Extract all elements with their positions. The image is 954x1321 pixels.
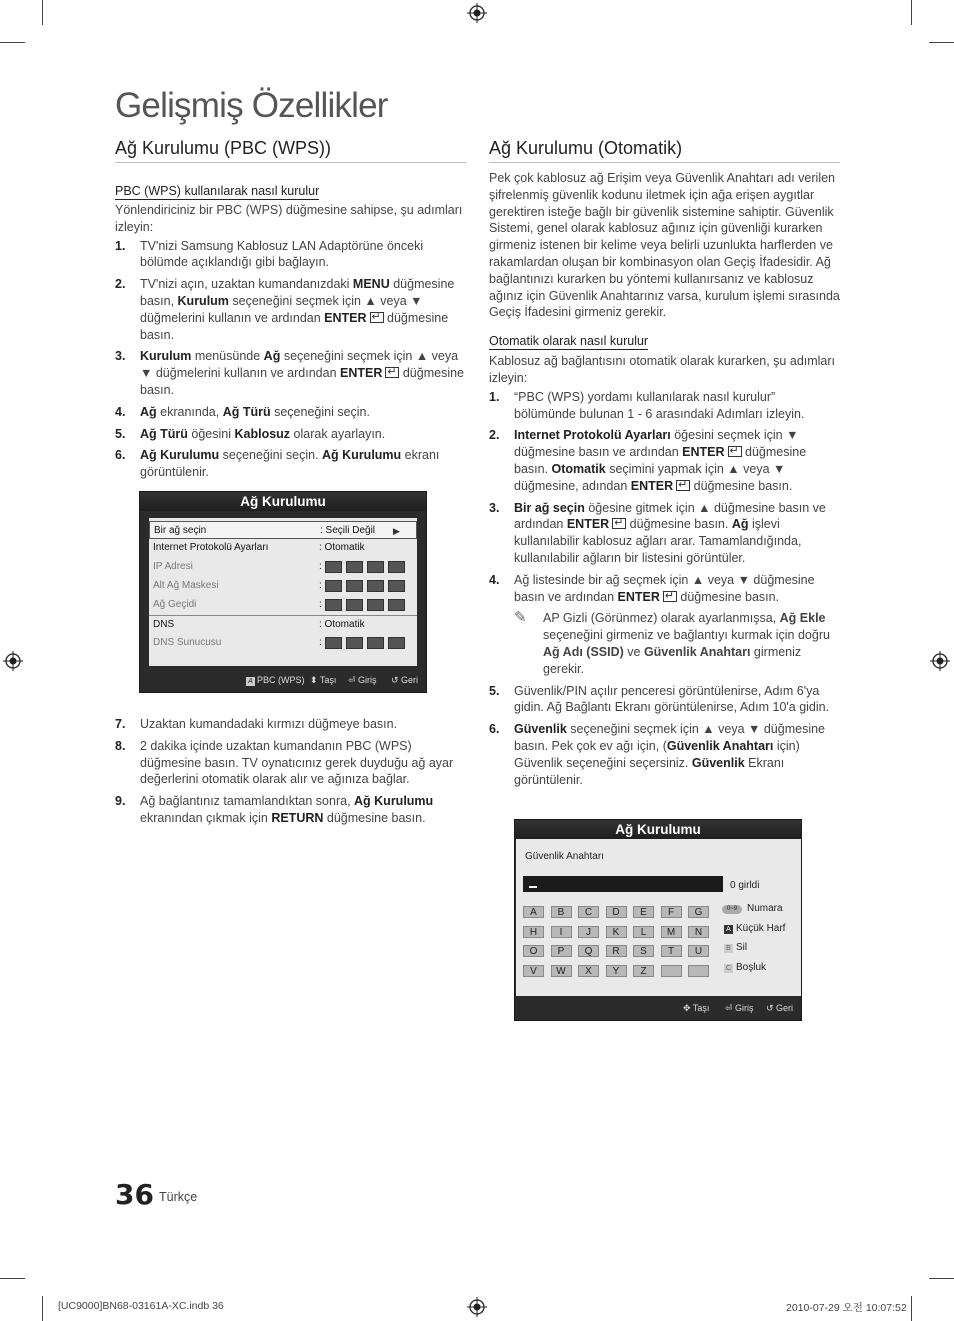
step-number: 5. bbox=[489, 683, 500, 698]
osd-title: Ağ Kurulumu bbox=[515, 820, 801, 839]
option-label: Boşluk bbox=[736, 961, 767, 973]
osd-hint-label: Taşı bbox=[692, 1003, 710, 1013]
list-item bbox=[115, 348, 466, 398]
step-number: 9. bbox=[115, 794, 126, 809]
keyboard-key[interactable]: Y bbox=[606, 965, 627, 977]
keyboard-option[interactable] bbox=[722, 962, 766, 973]
step-number: 6. bbox=[489, 722, 500, 737]
registration-mark-icon bbox=[467, 3, 487, 23]
osd-hint-label: Geri bbox=[401, 675, 419, 685]
option-label: Küçük Harf bbox=[736, 922, 786, 934]
text-cursor bbox=[529, 886, 537, 888]
intro-pbc: Yönlendiriciniz bir PBC (WPS) düğmesine sahipse, şu adımları izleyin: bbox=[115, 203, 463, 234]
osd-hint-back bbox=[391, 668, 418, 692]
keyboard-key[interactable]: M bbox=[661, 926, 682, 938]
option-label: Sil bbox=[736, 942, 748, 953]
step-text: Ağ bağlantınız tamamlandıktan sonra, Ağ Kurulumu ekranından çıkmak için RETURN düğmesine basın. bbox=[140, 794, 434, 825]
osd-hint-label: Taşı bbox=[319, 675, 337, 685]
keyboard-key[interactable]: K bbox=[606, 926, 627, 938]
enter-icon: ⏎ bbox=[725, 1003, 736, 1013]
keyboard-key[interactable]: R bbox=[606, 945, 627, 957]
keyboard-key[interactable]: Z bbox=[633, 965, 654, 977]
keyboard-key[interactable]: I bbox=[551, 926, 572, 938]
steps-list-pbc-b bbox=[115, 716, 466, 827]
keyboard-key[interactable] bbox=[688, 965, 709, 977]
keyboard-key[interactable]: B bbox=[551, 906, 572, 918]
osd-row-subnet-mask bbox=[149, 577, 417, 595]
crop-mark bbox=[42, 1296, 43, 1321]
step-text: Internet Protokolü Ayarları öğesini seçmek için ▼ düğmesine basın ve ardından ENTER↵ düğmesine basın. Otomatik seçimini yapmak için ▲ veya ▼ düğmesine, adından ENTER↵ düğmesine basın. bbox=[514, 427, 840, 494]
subsection-title-pbc: PBC (WPS) kullanılarak nasıl kurulur bbox=[115, 184, 320, 198]
list-item bbox=[115, 404, 466, 421]
print-footer-date: 2010-07-29 오전 10:07:52 bbox=[786, 1302, 907, 1314]
keyboard-key[interactable]: L bbox=[633, 926, 654, 938]
keyboard-key[interactable]: G bbox=[688, 906, 709, 918]
osd-row-dns[interactable] bbox=[149, 615, 417, 633]
page-title: Gelişmiş Özellikler bbox=[115, 86, 388, 125]
keyboard-key[interactable]: W bbox=[551, 965, 572, 977]
step-number: 8. bbox=[115, 738, 126, 753]
list-item bbox=[489, 500, 840, 567]
keyboard-key[interactable]: Q bbox=[578, 945, 599, 957]
right-column bbox=[489, 138, 840, 793]
steps-list-pbc-a bbox=[115, 238, 466, 481]
osd-row-value: : bbox=[319, 599, 322, 610]
osd-hint-pbc[interactable] bbox=[246, 668, 305, 692]
option-label: Numara bbox=[747, 903, 783, 914]
step-number: 7. bbox=[115, 716, 126, 731]
red-a-key-icon: A bbox=[246, 677, 255, 686]
osd-title: Ağ Kurulumu bbox=[140, 492, 426, 511]
keyboard-key[interactable]: T bbox=[661, 945, 682, 957]
list-item bbox=[115, 738, 466, 788]
keyboard-key[interactable]: E bbox=[633, 906, 654, 918]
enter-icon: ⏎ bbox=[348, 675, 359, 685]
osd-footer bbox=[140, 668, 426, 692]
four-way-arrow-icon: ✥ bbox=[683, 1003, 693, 1013]
osd-hint-move bbox=[310, 668, 336, 692]
osd-hint-label: PBC (WPS) bbox=[257, 675, 305, 685]
keyboard-option[interactable] bbox=[722, 942, 747, 953]
step-text: Ağ Türü öğesini Kablosuz olarak ayarlayın. bbox=[140, 426, 386, 441]
step-text: 2 dakika içinde uzaktan kumandanın PBC (WPS) düğmesine basın. TV oynatıcınız gerek duyduğu ağ ayar değerlerini otomatik olarak alır ve ağınıza bağlar. bbox=[140, 738, 454, 787]
step-number: 3. bbox=[489, 500, 500, 515]
osd-menu-body bbox=[149, 518, 417, 666]
osd-row-ip-address bbox=[149, 558, 417, 576]
arrow-right-icon: ▶ bbox=[393, 526, 400, 536]
crop-mark bbox=[911, 0, 912, 25]
step-number: 4. bbox=[489, 572, 500, 587]
registration-mark-icon bbox=[930, 651, 950, 671]
step-number: 4. bbox=[115, 404, 126, 419]
keyboard-option[interactable] bbox=[722, 903, 783, 914]
osd-footer bbox=[515, 996, 801, 1020]
osd-row-label: DNS Sunucusu bbox=[153, 637, 222, 648]
osd-row-label: IP Adresi bbox=[153, 561, 193, 572]
option-key-icon: A bbox=[724, 925, 733, 934]
list-item bbox=[489, 427, 840, 494]
osd-row-label: DNS bbox=[153, 619, 175, 630]
step-text: TV'nizi açın, uzaktan kumandanızdaki MENU düğmesine basın, Kurulum seçeneğini seçmek için ▲ veya ▼ düğmelerini kullanın ve ardından ENTER↵ düğmesine basın. bbox=[140, 276, 466, 343]
osd-row-value: : bbox=[319, 637, 322, 648]
osd-row-ip-settings[interactable] bbox=[149, 539, 417, 557]
osd-row-value: : bbox=[319, 580, 322, 591]
osd-hint-label: Giriş bbox=[735, 1003, 754, 1013]
osd-row-gateway bbox=[149, 596, 417, 614]
osd-row-value: : Otomatik bbox=[319, 619, 365, 630]
steps-list-auto-a bbox=[489, 389, 840, 606]
step-number: 6. bbox=[115, 448, 126, 463]
osd-row-label: Ağ Geçidi bbox=[153, 599, 197, 610]
list-item bbox=[115, 447, 466, 481]
osd-keyboard-body bbox=[516, 839, 801, 998]
keyboard-option[interactable] bbox=[722, 923, 785, 934]
crop-mark bbox=[911, 1296, 912, 1321]
step-text: Ağ listesinde bir ağ seçmek için ▲ veya ▼ düğmesine basın ve ardından ENTER↵ düğmesine basın. bbox=[514, 572, 840, 606]
step-number: 2. bbox=[115, 277, 126, 292]
crop-mark bbox=[929, 1278, 954, 1279]
option-key-icon: B bbox=[724, 944, 733, 953]
updown-icon: ⬍ bbox=[310, 675, 320, 685]
step-text: Uzaktan kumandadaki kırmızı düğmeye basın. bbox=[140, 716, 398, 731]
osd-network-setup-pbc bbox=[139, 491, 427, 693]
step-text: Kurulum menüsünde Ağ seçeneğini seçmek için ▲ veya ▼ düğmelerini kullanın ve ardından ENTER↵ düğmesine basın. bbox=[140, 348, 466, 398]
step-number: 1. bbox=[489, 389, 500, 404]
step-text: Ağ ekranında, Ağ Türü seçeneğini seçin. bbox=[140, 404, 370, 419]
section-title-pbc: Ağ Kurulumu (PBC (WPS)) bbox=[115, 138, 466, 163]
osd-row-value: : bbox=[319, 561, 322, 572]
list-item bbox=[489, 683, 840, 717]
osd-hint-label: Giriş bbox=[358, 675, 377, 685]
step-text: Güvenlik/PIN açılır penceresi görüntülenirse, Adım 6'ya gidin. Ağ Bağlantı Ekranı görüntülenirse, Adım 10'a gidin. bbox=[514, 683, 830, 715]
keyboard-key[interactable] bbox=[661, 965, 682, 977]
osd-security-key bbox=[514, 819, 802, 1021]
note bbox=[514, 610, 840, 677]
osd-hint-label: Geri bbox=[776, 1003, 794, 1013]
keyboard-key[interactable]: S bbox=[633, 945, 654, 957]
subsection-title-auto: Otomatik olarak nasıl kurulur bbox=[489, 334, 649, 349]
page-language: Türkçe bbox=[159, 1190, 198, 1204]
keyboard-key[interactable]: H bbox=[523, 926, 544, 938]
osd-row-label: Internet Protokolü Ayarları bbox=[153, 542, 269, 553]
step-text: Ağ Kurulumu seçeneğini seçin. Ağ Kurulumu ekranı görüntülenir. bbox=[140, 448, 440, 480]
sub-intro-auto: Kablosuz ağ bağlantısını otomatik olarak kurarken, şu adımları izleyin: bbox=[489, 354, 836, 385]
osd-row-select-network[interactable] bbox=[149, 521, 417, 539]
keyboard-key[interactable]: C bbox=[578, 906, 599, 918]
step-text: “PBC (WPS) yordamı kullanılarak nasıl kurulur” bölümünde bulunan 1 - 6 arasındaki Adımları izleyin. bbox=[514, 389, 805, 421]
step-number: 3. bbox=[115, 349, 126, 364]
list-item bbox=[489, 389, 840, 423]
keyboard-key[interactable]: N bbox=[688, 926, 709, 938]
osd-row-value: : Seçili Değil bbox=[320, 525, 376, 536]
crop-mark bbox=[0, 1278, 25, 1279]
option-key-icon: 0~9 bbox=[722, 905, 742, 914]
return-icon: ↺ bbox=[391, 675, 402, 685]
osd-hint-enter bbox=[348, 668, 377, 692]
list-item bbox=[115, 238, 466, 272]
ip-blocks bbox=[325, 637, 409, 656]
osd-hint-enter bbox=[725, 996, 754, 1020]
page-number: 36 bbox=[115, 1178, 154, 1211]
keyboard-key[interactable]: O bbox=[523, 945, 544, 957]
return-icon: ↺ bbox=[766, 1003, 777, 1013]
keyboard-key[interactable]: A bbox=[523, 906, 544, 918]
steps-list-auto-b bbox=[489, 683, 840, 789]
list-item bbox=[115, 426, 466, 443]
note-text: AP Gizli (Görünmez) olarak ayarlanmışsa, Ağ Ekle seçeneğini girmeniz ve bağlantıyı kurmak için doğru Ağ Adı (SSID) ve Güvenlik Anahtarı girmeniz gerekir. bbox=[543, 611, 830, 676]
list-item bbox=[115, 793, 466, 827]
keyboard-key[interactable]: F bbox=[661, 906, 682, 918]
crop-mark bbox=[929, 42, 954, 43]
char-count: 0 girldi bbox=[730, 880, 760, 891]
step-number: 2. bbox=[489, 428, 500, 443]
step-number: 1. bbox=[115, 238, 126, 253]
list-item bbox=[115, 716, 466, 733]
security-key-label: Güvenlik Anahtarı bbox=[525, 851, 604, 862]
step-text: Bir ağ seçin öğesine gitmek için ▲ düğmesine basın ve ardından ENTER↵ düğmesine basın. Ağ işlevi kullanılabilir kablosuz ağları arar. Tamamlandığında, kullanılabilir ağların bir listesini görüntüler. bbox=[514, 500, 840, 567]
osd-row-label: Alt Ağ Maskesi bbox=[153, 580, 219, 591]
registration-mark-icon bbox=[3, 651, 23, 671]
registration-mark-icon bbox=[467, 1297, 487, 1317]
step-text: Güvenlik seçeneğini seçmek için ▲ veya ▼ düğmesine basın. Pek çok ev ağı için, (Güvenlik Anahtarı için) Güvenlik seçeneğini seçersiniz. Güvenlik Ekranı görüntülenir. bbox=[514, 722, 825, 787]
keyboard-key[interactable]: V bbox=[523, 965, 544, 977]
section-title-auto: Ağ Kurulumu (Otomatik) bbox=[489, 138, 840, 163]
print-footer-file: [UC9000]BN68-03161A-XC.indb 36 bbox=[58, 1300, 224, 1312]
step-text: TV'nizi Samsung Kablosuz LAN Adaptörüne önceki bölümde açıklandığı gibi bağlayın. bbox=[140, 238, 424, 270]
keyboard-key[interactable]: D bbox=[606, 906, 627, 918]
osd-hint-back bbox=[766, 996, 793, 1020]
step-number: 5. bbox=[115, 426, 126, 441]
option-key-icon: C bbox=[725, 964, 732, 972]
pencil-note-icon: ✎ bbox=[514, 609, 527, 627]
security-key-input[interactable] bbox=[523, 876, 723, 892]
crop-mark bbox=[0, 42, 25, 43]
keyboard-key[interactable]: U bbox=[688, 945, 709, 957]
keyboard-key[interactable]: J bbox=[578, 926, 599, 938]
intro-auto: Pek çok kablosuz ağ Erişim veya Güvenlik Anahtarı adı verilen şifrelenmiş güvenlik kodunu iletmek için ağa erişen aygıtlar gerektiren isteğe bağlı bir güvenlik sistemine sahiptir. Güvenlik Sistemi, genel olarak kablosuz ağınız için güvenliği kurarken girmeniz istenen bir kelime veya belirli uzunlukta harflerden ve rakamlardan oluşan bir kombinasyon olan Geçiş İfadesidir. Ağ bağlantınızı kurarken bu yöntemi kullanırsanız ve kablosuz ağınız için Güvenlik Anahtarınız varsa, kurulum işlemi sırasında Geçiş İfadesini girmeniz gerekir. bbox=[489, 171, 840, 320]
osd-row-dns-server bbox=[149, 634, 417, 652]
osd-hint-move bbox=[683, 996, 709, 1020]
osd-row-value: : Otomatik bbox=[319, 542, 365, 553]
keyboard-key[interactable]: P bbox=[551, 945, 572, 957]
list-item bbox=[115, 276, 466, 343]
crop-mark bbox=[42, 0, 43, 25]
left-column bbox=[115, 138, 466, 832]
list-item bbox=[489, 721, 840, 788]
keyboard-key[interactable]: X bbox=[578, 965, 599, 977]
osd-row-label: Bir ağ seçin bbox=[154, 525, 207, 536]
list-item bbox=[489, 572, 840, 606]
